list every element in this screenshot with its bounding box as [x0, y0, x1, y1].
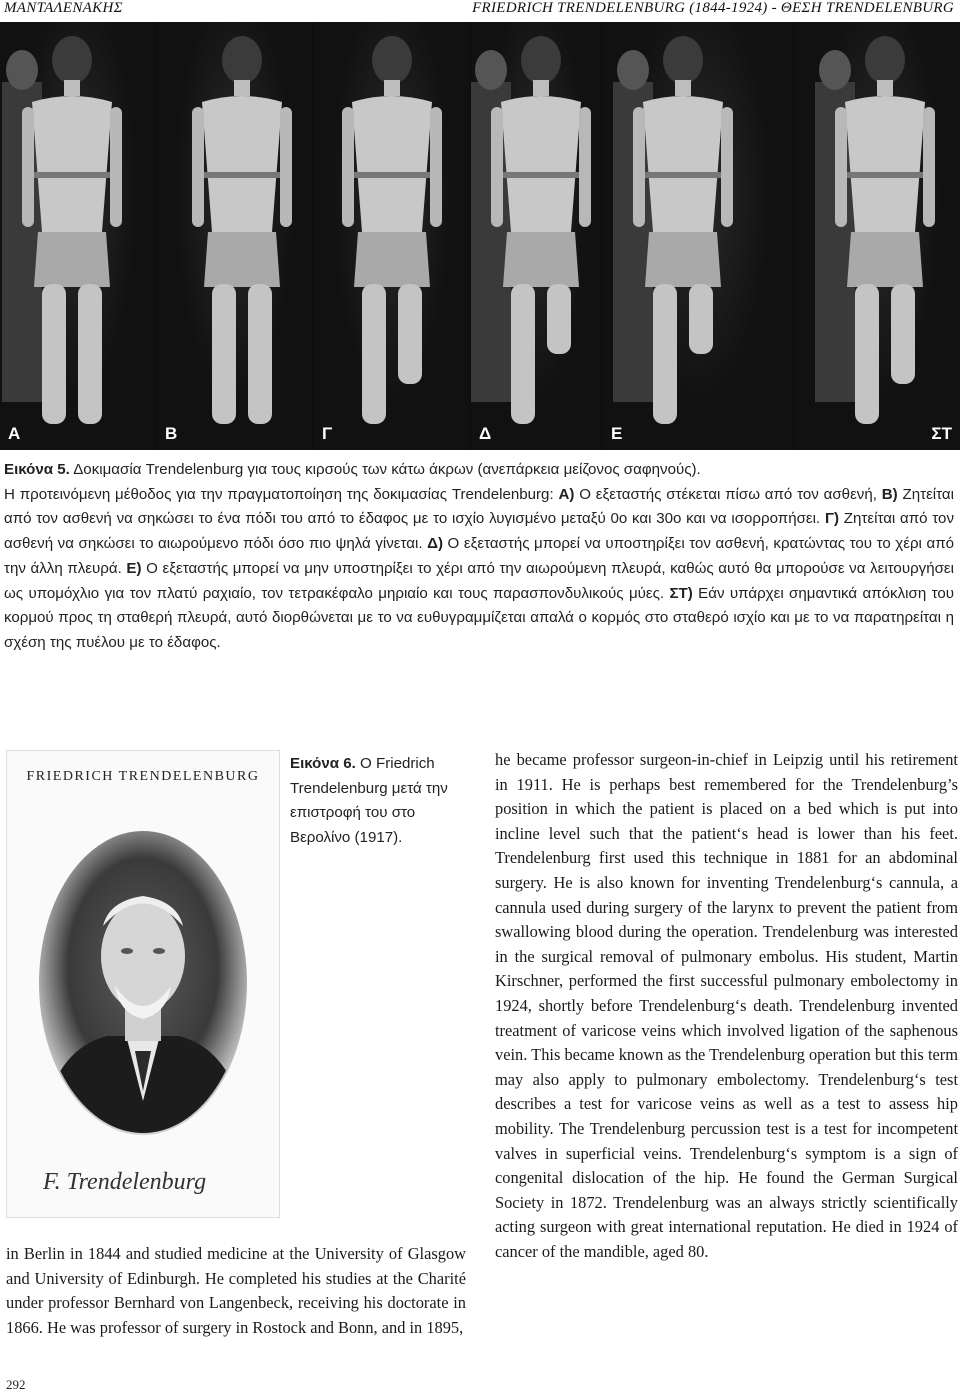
- figure5-caption-label: Εικόνα 5.: [4, 461, 70, 478]
- patient-leg-right: [547, 284, 571, 354]
- portrait-name-caption: FRIEDRICH TRENDELENBURG: [26, 769, 260, 784]
- caption-step-marker: Α): [558, 485, 575, 503]
- patient-briefs: [354, 232, 430, 287]
- patient-leg-right: [248, 284, 272, 424]
- patient-arm-left: [192, 107, 204, 227]
- body-text-right-column: he became professor surgeon-in-chief in Leipzig until his retirement in 1911. He is perhaps best remembered for the Trendelenburg’s position in which the patient is placed on a bed which is put into incline level such that the patient‘s head is lower than his feet. Trendelenburg first used this technique in 1881 for an abdominal surgery. He is also known for inventing Trendelenburg‘s cannula, a cannula used during surgery of the larynx to prevent the patient from swallowing blood during the operation. Trendelenburg was interested in the surgical removal of pulmonary embolus. His student, Martin Kirschner, performed the first successful pulmonary embolectomy in 1924, shortly before Trendelenburg‘s death. Trendelenburg invented treatment of varicose veins which involved ligation of the saphenous vein. This became known as the Trendelenburg operation but this term may also apply to pulmonary embolectomy. Trendelenburg‘s test describes a test for varicose veins as well as a test to assess hip mobility. The Trendelenburg percussion test is a test for incompetent valves in superficial veins. Trendelenburg‘s symptom is a sign of congenital dislocation of the hip. He found the German Surgical Society in 1872. Trendelenburg was an always strictly scientifically acting surgeon with great international reputation. He died in 1924 of cancer of the mandible, aged 80.: [495, 750, 958, 1261]
- figure5-caption: [4, 458, 954, 656]
- caption-segment: Ο εξεταστής μπορεί να υποστηρίξει τον ασθενή, κρατώντας του το χέρι από την άλλη πλευρά.: [4, 535, 955, 577]
- examiner-head: [617, 50, 649, 90]
- examiner-head: [475, 50, 507, 90]
- caption-step-marker: Δ): [427, 535, 443, 553]
- caption-step-marker: Ε): [126, 559, 142, 577]
- patient-leg-right: [689, 284, 713, 354]
- figure5-panel-d-photo: [471, 22, 601, 450]
- examiner-head: [6, 50, 38, 90]
- portrait-signature: F. Trendelenburg: [43, 1169, 207, 1195]
- figure5-panel-e-photo: [603, 22, 793, 450]
- patient-neck: [675, 80, 691, 96]
- patient-briefs: [34, 232, 110, 287]
- body-text-left-column: in Berlin in 1844 and studied medicine at the University of Glasgow and University of Edinburgh. He completed his studies at the Charité under professor Bernhard von Langenbeck, receiving his doctorate in 1866. He was professor of surgery in Rostock and Bonn, and in 1895,: [6, 1244, 466, 1337]
- patient-hair: [521, 36, 561, 84]
- caption-segment: Εάν υπάρχει σημαντικά απόκλιση του κορμού προς τη σταθερή πλευρά, αυτό διορθώνεται με το να ευθυγραμμίζεται απαλά ο κορμός στο σταθερό ισχίο και με το να παρατηρείται η σχέση της πυέλου με το έδαφος.: [4, 584, 954, 651]
- caption-step-marker: Γ): [824, 510, 840, 528]
- patient-hair: [865, 36, 905, 84]
- patient-leg-left: [212, 284, 236, 424]
- patient-arm-left: [22, 107, 34, 227]
- patient-arm-right: [721, 107, 733, 227]
- patient-torso: [501, 96, 581, 232]
- page-number: 292: [6, 1377, 26, 1392]
- figure6-caption-text: Ο Friedrich Trendelenburg μετά την επιστροφή του στο Βερολίνο (1917).: [290, 755, 448, 846]
- patient-neck: [234, 80, 250, 96]
- figure5-panel-label: ΣΤ: [931, 424, 952, 443]
- patient-bra-strap: [34, 172, 110, 178]
- figure5-photo-strip: [0, 22, 960, 450]
- patient-briefs: [503, 232, 579, 287]
- figure5-panel-label: Ε: [611, 424, 623, 443]
- caption-segment: Ο εξεταστής μπορεί να μην υποστηρίξει το χέρι από την αιωρούμενη πλευρά, καθώς αυτό θα μπορούσε να λειτουργήσει ως υπομόχλιο για τον πλατύ ραχιαίο, τον τετρακέφαλο μηριαίο και τους παρασπονδυλικούς μύες.: [4, 559, 954, 602]
- figure5-caption-body: [4, 483, 954, 656]
- patient-leg-right: [891, 284, 915, 384]
- figure5-panel-label: Δ: [479, 424, 492, 443]
- patient-bra-strap: [503, 172, 579, 178]
- running-header-title: FRIEDRICH TRENDELENBURG (1844-1924) - ΘΕΣΗ TRENDELENBURG: [472, 0, 954, 16]
- patient-leg-right: [398, 284, 422, 384]
- figure5-panel-d: [471, 22, 601, 450]
- running-header-author: ΜΑΝΤΑΛΕΝΑΚΗΣ: [4, 0, 123, 16]
- patient-neck: [877, 80, 893, 96]
- patient-leg-left: [511, 284, 535, 424]
- patient-neck: [64, 80, 80, 96]
- patient-arm-right: [110, 107, 122, 227]
- figure5-panel-b-photo: [157, 22, 312, 450]
- patient-arm-right: [923, 107, 935, 227]
- figure6-caption: [290, 752, 475, 850]
- patient-bra-strap: [847, 172, 923, 178]
- figure5-panel-c-photo: [314, 22, 469, 450]
- patient-neck: [533, 80, 549, 96]
- figure5-panel-label: Β: [165, 424, 178, 443]
- patient-hair: [663, 36, 703, 84]
- patient-hair: [52, 36, 92, 84]
- patient-leg-left: [855, 284, 879, 424]
- examiner-head: [819, 50, 851, 90]
- patient-torso: [202, 96, 282, 232]
- caption-segment: Ζητείται από τον ασθενή να σηκώσει το ένα πόδι του από το έδαφος με το ισχίο λυγισμένο μεταξύ 0ο και 30ο και να ισορροπήσει.: [4, 485, 954, 528]
- patient-arm-right: [579, 107, 591, 227]
- patient-leg-left: [362, 284, 386, 424]
- figure5-panel-e: [603, 22, 793, 450]
- patient-hair: [222, 36, 262, 84]
- patient-leg-left: [42, 284, 66, 424]
- figure5-panel-label: Γ: [322, 424, 333, 443]
- patient-torso: [845, 96, 925, 232]
- patient-briefs: [645, 232, 721, 287]
- patient-torso: [643, 96, 723, 232]
- figure5-panel-label: Α: [8, 424, 21, 443]
- patient-neck: [384, 80, 400, 96]
- figure5-panel-a: [0, 22, 155, 450]
- caption-segment: Ζητείται από τον ασθενή να σηκώσει το αιωρούμενο πόδι όσο πιο ψηλά γίνεται.: [4, 510, 954, 553]
- caption-step-marker: Β): [881, 485, 898, 503]
- patient-arm-left: [835, 107, 847, 227]
- patient-torso: [32, 96, 112, 232]
- portrait-photo: [7, 751, 279, 1217]
- patient-bra-strap: [204, 172, 280, 178]
- figure5-caption-title: Δοκιμασία Trendelenburg για τους κιρσούς των κάτω άκρων (ανεπάρκεια μείζονος σαφηνούς).: [69, 461, 701, 478]
- patient-torso: [352, 96, 432, 232]
- patient-leg-right: [78, 284, 102, 424]
- figure5-panel-b: [157, 22, 312, 450]
- patient-briefs: [847, 232, 923, 287]
- figure6-portrait: [6, 750, 280, 1218]
- patient-arm-left: [342, 107, 354, 227]
- figure5-panel-f: [795, 22, 960, 450]
- patient-briefs: [204, 232, 280, 287]
- caption-segment: Η προτεινόμενη μέθοδος για την πραγματοποίηση της δοκιμασίας Trendelenburg:: [4, 485, 559, 503]
- figure5-panel-f-photo: [795, 22, 960, 450]
- patient-bra-strap: [354, 172, 430, 178]
- patient-hair: [372, 36, 412, 84]
- figure5-panel-a-photo: [0, 22, 155, 450]
- patient-arm-right: [430, 107, 442, 227]
- caption-segment: Ο εξεταστής στέκεται πίσω από τον ασθενή,: [574, 485, 882, 503]
- patient-arm-left: [633, 107, 645, 227]
- caption-step-marker: ΣΤ): [669, 584, 693, 602]
- figure6-caption-label: Εικόνα 6.: [290, 755, 356, 772]
- patient-bra-strap: [645, 172, 721, 178]
- patient-arm-right: [280, 107, 292, 227]
- patient-leg-left: [653, 284, 677, 424]
- figure5-panel-c: [314, 22, 469, 450]
- patient-arm-left: [491, 107, 503, 227]
